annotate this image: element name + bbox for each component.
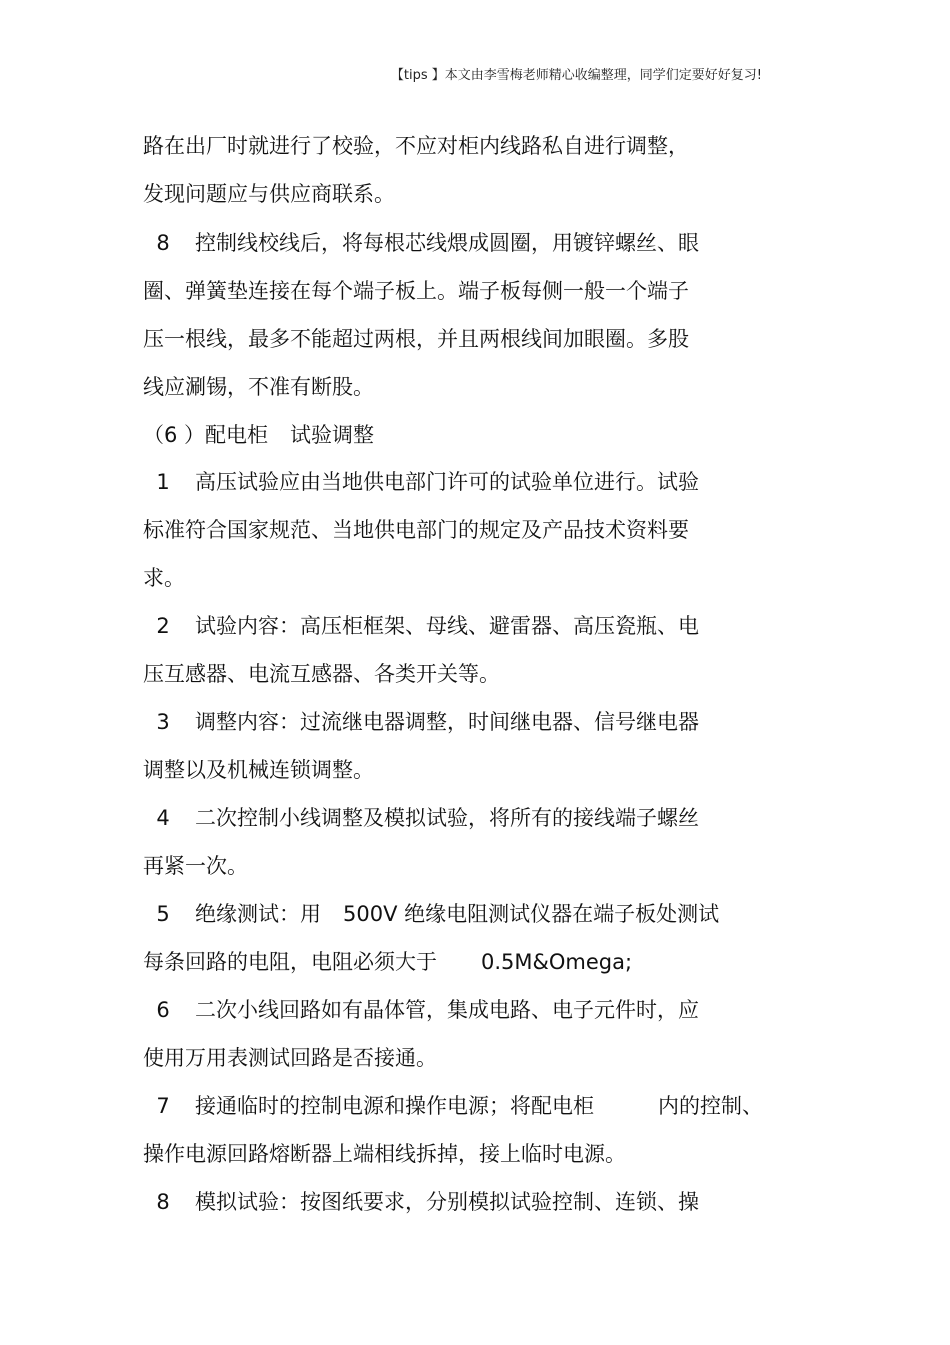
text-line: 线应涮锡，不准有断股。 <box>143 375 374 399</box>
text-line: 调整内容：过流继电器调整，时间继电器、信号继电器 <box>195 710 699 734</box>
text-segment: 500V 绝缘电阻测试仪器在端子板处测试 <box>343 902 720 926</box>
text-segment: 0.5M&Omega; <box>481 950 633 974</box>
item-number: 7 <box>156 1094 170 1118</box>
text-line: 二次控制小线调整及模拟试验，将所有的接线端子螺丝 <box>195 806 699 830</box>
text-line: 试验内容：高压柜框架、母线、避雷器、高压瓷瓶、电 <box>195 614 699 638</box>
text-line: 使用万用表测试回路是否接通。 <box>143 1046 437 1070</box>
header-tips: 【tips 】本文由李雪梅老师精心收编整理，同学们定要好好复习! <box>390 68 762 83</box>
text-line <box>195 900 719 928</box>
item-number: 8 <box>156 231 170 255</box>
text-segment: 绝缘测试：用 <box>195 902 321 926</box>
text-line <box>195 1092 763 1120</box>
text-line: 压一根线，最多不能超过两根，并且两根线间加眼圈。多股 <box>143 327 689 351</box>
text-line: 二次小线回路如有晶体管，集成电路、电子元件时，应 <box>195 998 699 1022</box>
item-number: 2 <box>156 614 170 638</box>
item-number: 6 <box>156 998 170 1022</box>
text-line: 标准符合国家规范、当地供电部门的规定及产品技术资料要 <box>143 518 689 542</box>
item-number: 3 <box>156 710 170 734</box>
item-number: 5 <box>156 902 170 926</box>
section-number: （6 ） <box>143 423 206 447</box>
text-line: 调整以及机械连锁调整。 <box>143 758 374 782</box>
text-line: 控制线校线后，将每根芯线煨成圆圈，用镀锌螺丝、眼 <box>195 231 699 255</box>
item-number: 4 <box>156 806 170 830</box>
text-line: 求。 <box>143 566 185 590</box>
text-line: 路在出厂时就进行了校验，不应对柜内线路私自进行调整， <box>143 134 689 158</box>
text-line: 高压试验应由当地供电部门许可的试验单位进行。试验 <box>195 470 699 494</box>
text-line: 模拟试验：按图纸要求，分别模拟试验控制、连锁、操 <box>195 1190 699 1214</box>
item-number: 1 <box>156 470 170 494</box>
text-line <box>143 948 632 976</box>
section-heading <box>143 421 374 449</box>
text-line: 再紧一次。 <box>143 854 248 878</box>
text-segment: 内的控制、 <box>658 1094 763 1118</box>
text-line: 圈、弹簧垫连接在每个端子板上。端子板每侧一般一个端子 <box>143 279 689 303</box>
section-title-part: 配电柜 <box>205 423 269 447</box>
text-line: 发现问题应与供应商联系。 <box>143 182 395 206</box>
text-segment: 接通临时的控制电源和操作电源；将配电柜 <box>195 1094 594 1118</box>
text-line: 操作电源回路熔断器上端相线拆掉，接上临时电源。 <box>143 1142 626 1166</box>
item-number: 8 <box>156 1190 170 1214</box>
text-segment: 每条回路的电阻，电阻必须大于 <box>143 950 437 974</box>
text-line: 压互感器、电流互感器、各类开关等。 <box>143 662 500 686</box>
section-title-part: 试验调整 <box>290 423 375 447</box>
